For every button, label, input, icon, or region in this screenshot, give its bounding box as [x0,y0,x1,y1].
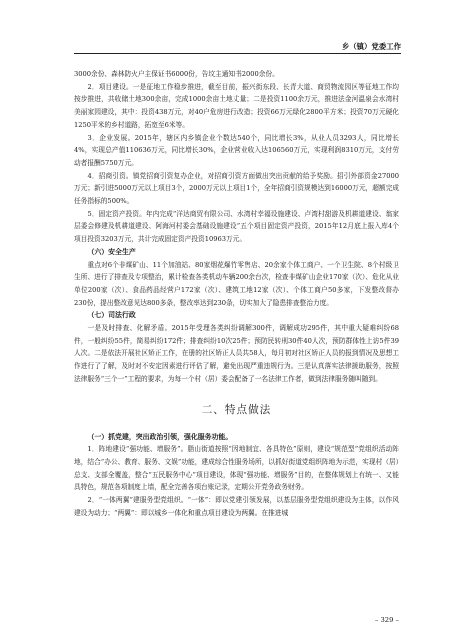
paragraph-safety: 重点对6个非煤矿山、11个加油站、80家烟花爆竹零售店、20余家个体工商户、一个卫生院、8个村级卫生所、进行了排查及专项整治，累计检查各类机动车辆200余台次，检查非煤矿山企业170家（次）、危化从业单位200家（次）、食品药品经营户172家（次）、建筑工地12家（次）、个体工商户50多家，下发整改督办230份，提出整改意见达800多条，整改率达到230条，切实加大了隐患排查整治力度。 [74,260,399,307]
paragraph-justice: 一是及时排查、化解矛盾。2015年受理各类纠纷调解300件，调解成功295件，其中重大疑难纠纷68件，一般纠纷55件，简易纠纷172件；排查纠纷10次25件；预防民转刑30件40人次，预防群体性上访5件39人次。二是依法开展社区矫正工作，在册的社区矫正人员共58人，每月初对社区矫正人员的报到情况及思想工作进行了了解，及时对不安定因素进行评估了解，避免出现严重违规行为。三是认真落实法律援助服务，按照法律服务“三个一”工程的要求，为每一个村（居）委会配备了一名法律工作者，做到法律服务随叫随到。 [74,324,399,383]
running-header [74,42,401,54]
paragraph-enterprise-development: 3．企业发展。2015年，辖区内乡镇企业个数达540个，同比增长3%，从业人员3293人，同比增长4%，实现总产值110636万元，同比增长30%，企业营业收入达106560万元，实现利润8310万元，支付劳动者报酬5750万元。 [74,133,399,167]
subsection-title-justice: （七）司法行政 [87,311,136,320]
paragraph-investment-attraction: 4．招商引资。镇党招商引资复办企业，对招商引资方面做出突出贡献的给予奖励。招引外部资金27000万元；新引进5000万元以上项目3个，2000万元以上项目1个，全年招商引资规模达到16000万元，超额完成任务指标的500%。 [74,171,399,206]
paragraph-fixed-asset-investment: 5．固定资产投资。年内完成“洋达商贸有限公司、水湾村幸福设施建设、卢湾村甜游及机耕道建设、翁家层委会修建及机耕道建设、阿海河村委会基础设施建设”五个项目固定资产投资，2015年12月底上报入库4个项目投资3203万元，共计完成固定资产投资10963万元。 [74,209,399,244]
running-header-text: 乡（镇）党委工作 [341,42,401,51]
paragraph-project-construction: 2．项目建设。一是征地工作稳步推进，截至目前，振兴街东段、长青大道、商贸物流园区等征地工作均按步推进，共收储土地300余亩，完成1000余亩土地丈量；二是投资1100余万元，推进法金河温泉会水湾村美丽家园建设，其中：投资438万元，对40户危房进行改造；投资66万元绿化2800平方米；投资70万元硬化1250平米的乡村道路，拓宽至6米等。 [74,82,399,129]
header-rule [74,53,401,54]
paragraph-position-construction: 1．阵地建设“强功能、增服务”。脂山街道按照“因地制宜、各具特色”原则，建设“规范型”党组织活动阵地，结合“办公、教育、服务、文娱”功能，建成综合性服务场所，以抓好街道党组织阵地为示范，实现村（居）总支、支部全覆盖，整合“五民服务中心”项目建设，体现“强功能、增服务”目的，在整体规划上有统一、又能具特色，规范各项制度上墙，配全完善各项台账记录，定期公开党务政务财务。 [74,445,399,492]
paragraph-one-body-two-wings: 2．“一体两翼”建服务型党组织。“一体”：即以党建引领发展，以基层服务型党组织建设为主体，以作风建设为动力；“两翼”：即以城乡一体化和重点项目建设为两翼。在推进城 [74,496,399,517]
section-title: 二、特点做法 [201,403,272,416]
page-number: – 329 – [374,616,399,624]
paragraph-continuation: 3000余份、森林防火户主保证书6000份，告坟主通知书2000余份。 [74,70,279,78]
subsection-title-safety: （六）安全生产 [87,247,136,256]
page-body [74,68,399,520]
subsection-title-party-building: （一）抓党建，突出政治引领，强化服务功能。 [87,432,233,441]
